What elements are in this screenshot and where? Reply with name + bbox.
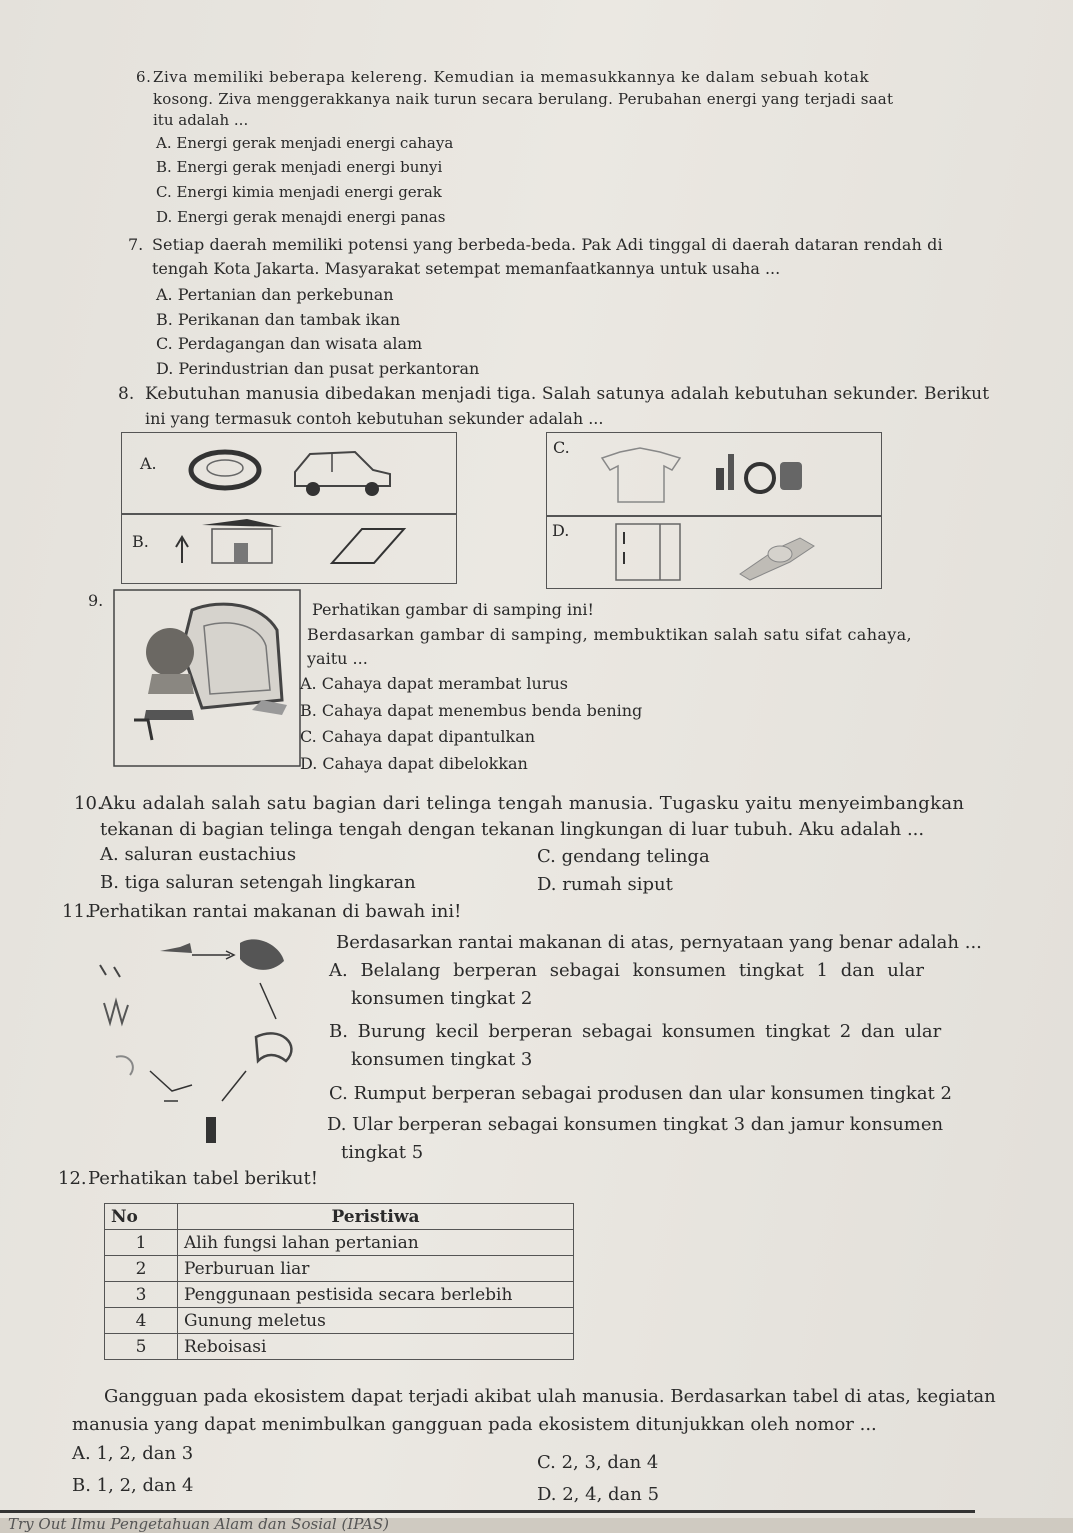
q8-line1: Kebutuhan manusia dibedakan menjadi tiga. Salah satunya adalah kebutuhan sekunder. Berikut xyxy=(145,384,990,404)
q11-option-d-line1[interactable]: D. Ular berperan sebagai konsumen tingkat 3 dan jamur konsumen xyxy=(327,1114,944,1135)
q12-line1: Perhatikan tabel berikut! xyxy=(88,1168,318,1189)
footer-text: Try Out Ilmu Pengetahuan Alam dan Sosial (IPAS) xyxy=(8,1515,389,1533)
q11-line1: Perhatikan rantai makanan di bawah ini! xyxy=(88,901,462,922)
q6-line1: Ziva memiliki beberapa kelereng. Kemudian ia memasukkannya ke dalam sebuah kotak xyxy=(153,68,870,86)
q8-option-d-image xyxy=(600,518,870,586)
q6-option-d[interactable]: D. Energi gerak menajdi energi panas xyxy=(156,208,446,226)
table-cell-peristiwa: Gunung meletus xyxy=(178,1308,574,1334)
q8-label-c[interactable]: C. xyxy=(553,438,570,457)
q8-number: 8. xyxy=(118,384,135,404)
q11-option-c[interactable]: C. Rumput berperan sebagai produsen dan ular konsumen tingkat 2 xyxy=(329,1083,952,1104)
q9-option-a[interactable]: A. Cahaya dapat merambat lurus xyxy=(300,674,568,693)
q12-table xyxy=(104,1203,574,1360)
q6-line3: itu adalah ... xyxy=(153,111,249,129)
q10-option-b[interactable]: B. tiga saluran setengah lingkaran xyxy=(100,872,416,893)
table-cell-no: 5 xyxy=(105,1334,178,1360)
table-row xyxy=(105,1308,574,1334)
q6-number: 6. xyxy=(136,68,152,86)
q7-option-a[interactable]: A. Pertanian dan perkebunan xyxy=(156,285,394,304)
table-cell-no: 2 xyxy=(105,1256,178,1282)
q7-number: 7. xyxy=(128,235,144,254)
q7-line1: Setiap daerah memiliki potensi yang berbeda-beda. Pak Adi tinggal di daerah dataran rendah di xyxy=(152,235,943,254)
q12-option-b[interactable]: B. 1, 2, dan 4 xyxy=(72,1475,194,1496)
q7-option-b[interactable]: B. Perikanan dan tambak ikan xyxy=(156,310,401,329)
q9-line1: Perhatikan gambar di samping ini! xyxy=(312,600,594,619)
table-cell-peristiwa: Penggunaan pestisida secara berlebih xyxy=(178,1282,574,1308)
table-header-no: No xyxy=(105,1204,178,1230)
table-cell-peristiwa: Perburuan liar xyxy=(178,1256,574,1282)
table-header-row xyxy=(105,1204,574,1230)
q6-line2: kosong. Ziva menggerakkanya naik turun secara berulang. Perubahan energi yang terjadi saat xyxy=(153,90,894,108)
q9-option-c[interactable]: C. Cahaya dapat dipantulkan xyxy=(300,727,536,746)
q9-option-b[interactable]: B. Cahaya dapat menembus benda bening xyxy=(300,701,643,720)
q11-line2: Berdasarkan rantai makanan di atas, pernyataan yang benar adalah ... xyxy=(336,932,982,953)
table-header-peristiwa: Peristiwa xyxy=(178,1204,574,1230)
q10-line1: Aku adalah salah satu bagian dari telinga tengah manusia. Tugasku yaitu menyeimbangkan xyxy=(100,793,965,814)
q12-option-c[interactable]: C. 2, 3, dan 4 xyxy=(537,1452,659,1473)
q12-number: 12. xyxy=(58,1168,87,1189)
q9-option-d[interactable]: D. Cahaya dapat dibelokkan xyxy=(300,754,528,773)
q9-line3: yaitu ... xyxy=(307,649,368,668)
q12-line2: Gangguan pada ekosistem dapat terjadi akibat ulah manusia. Berdasarkan tabel di atas, kegiatan xyxy=(104,1386,996,1407)
q8-line2: ini yang termasuk contoh kebutuhan sekunder adalah ... xyxy=(145,409,604,428)
q12-option-d[interactable]: D. 2, 4, dan 5 xyxy=(537,1484,660,1505)
table-cell-no: 1 xyxy=(105,1230,178,1256)
q12-option-a[interactable]: A. 1, 2, dan 3 xyxy=(72,1443,194,1464)
q8-right-divider xyxy=(546,515,882,517)
q8-label-d[interactable]: D. xyxy=(552,521,570,540)
q8-label-a[interactable]: A. xyxy=(140,454,157,473)
q11-option-a-line2: konsumen tingkat 2 xyxy=(351,988,533,1009)
q11-option-b-line1[interactable]: B. Burung kecil berperan sebagai konsumen tingkat 2 dan ular xyxy=(329,1021,942,1042)
q6-option-b[interactable]: B. Energi gerak menjadi energi bunyi xyxy=(156,158,443,176)
footer-rule xyxy=(0,1510,975,1513)
q11-option-d-line2: tingkat 5 xyxy=(341,1142,424,1163)
table-row xyxy=(105,1230,574,1256)
q7-option-d[interactable]: D. Perindustrian dan pusat perkantoran xyxy=(156,359,480,378)
q10-option-c[interactable]: C. gendang telinga xyxy=(537,846,710,867)
table-row xyxy=(105,1282,574,1308)
q8-option-c-image xyxy=(600,440,870,515)
q9-line2: Berdasarkan gambar di samping, membuktikan salah satu sifat cahaya, xyxy=(307,625,912,644)
q10-option-a[interactable]: A. saluran eustachius xyxy=(100,844,297,865)
q8-option-a-image xyxy=(185,442,445,512)
q7-option-c[interactable]: C. Perdagangan dan wisata alam xyxy=(156,334,423,353)
q11-option-b-line2: konsumen tingkat 3 xyxy=(351,1049,533,1070)
q10-option-d[interactable]: D. rumah siput xyxy=(537,874,673,895)
q10-line2: tekanan di bagian telinga tengah dengan tekanan lingkungan di luar tubuh. Aku adalah ... xyxy=(100,819,925,840)
table-cell-peristiwa: Alih fungsi lahan pertanian xyxy=(178,1230,574,1256)
table-cell-no: 3 xyxy=(105,1282,178,1308)
q8-label-b[interactable]: B. xyxy=(132,532,149,551)
q6-option-a[interactable]: A. Energi gerak menjadi energi cahaya xyxy=(156,134,454,152)
table-row xyxy=(105,1256,574,1282)
q9-number: 9. xyxy=(88,591,104,610)
q8-option-b-image xyxy=(172,515,432,583)
q11-option-a-line1[interactable]: A. Belalang berperan sebagai konsumen tingkat 1 dan ular xyxy=(329,960,924,981)
q6-option-c[interactable]: C. Energi kimia menjadi energi gerak xyxy=(156,183,442,201)
q12-line3: manusia yang dapat menimbulkan gangguan pada ekosistem ditunjukkan oleh nomor ... xyxy=(72,1414,877,1435)
table-row xyxy=(105,1334,574,1360)
q11-number: 11. xyxy=(62,901,91,922)
q11-food-chain-image xyxy=(80,925,320,1150)
q9-mirror-image xyxy=(112,590,302,768)
table-cell-peristiwa: Reboisasi xyxy=(178,1334,574,1360)
table-cell-no: 4 xyxy=(105,1308,178,1334)
q7-line2: tengah Kota Jakarta. Masyarakat setempat memanfaatkannya untuk usaha ... xyxy=(152,259,781,278)
q10-number: 10. xyxy=(74,793,103,814)
